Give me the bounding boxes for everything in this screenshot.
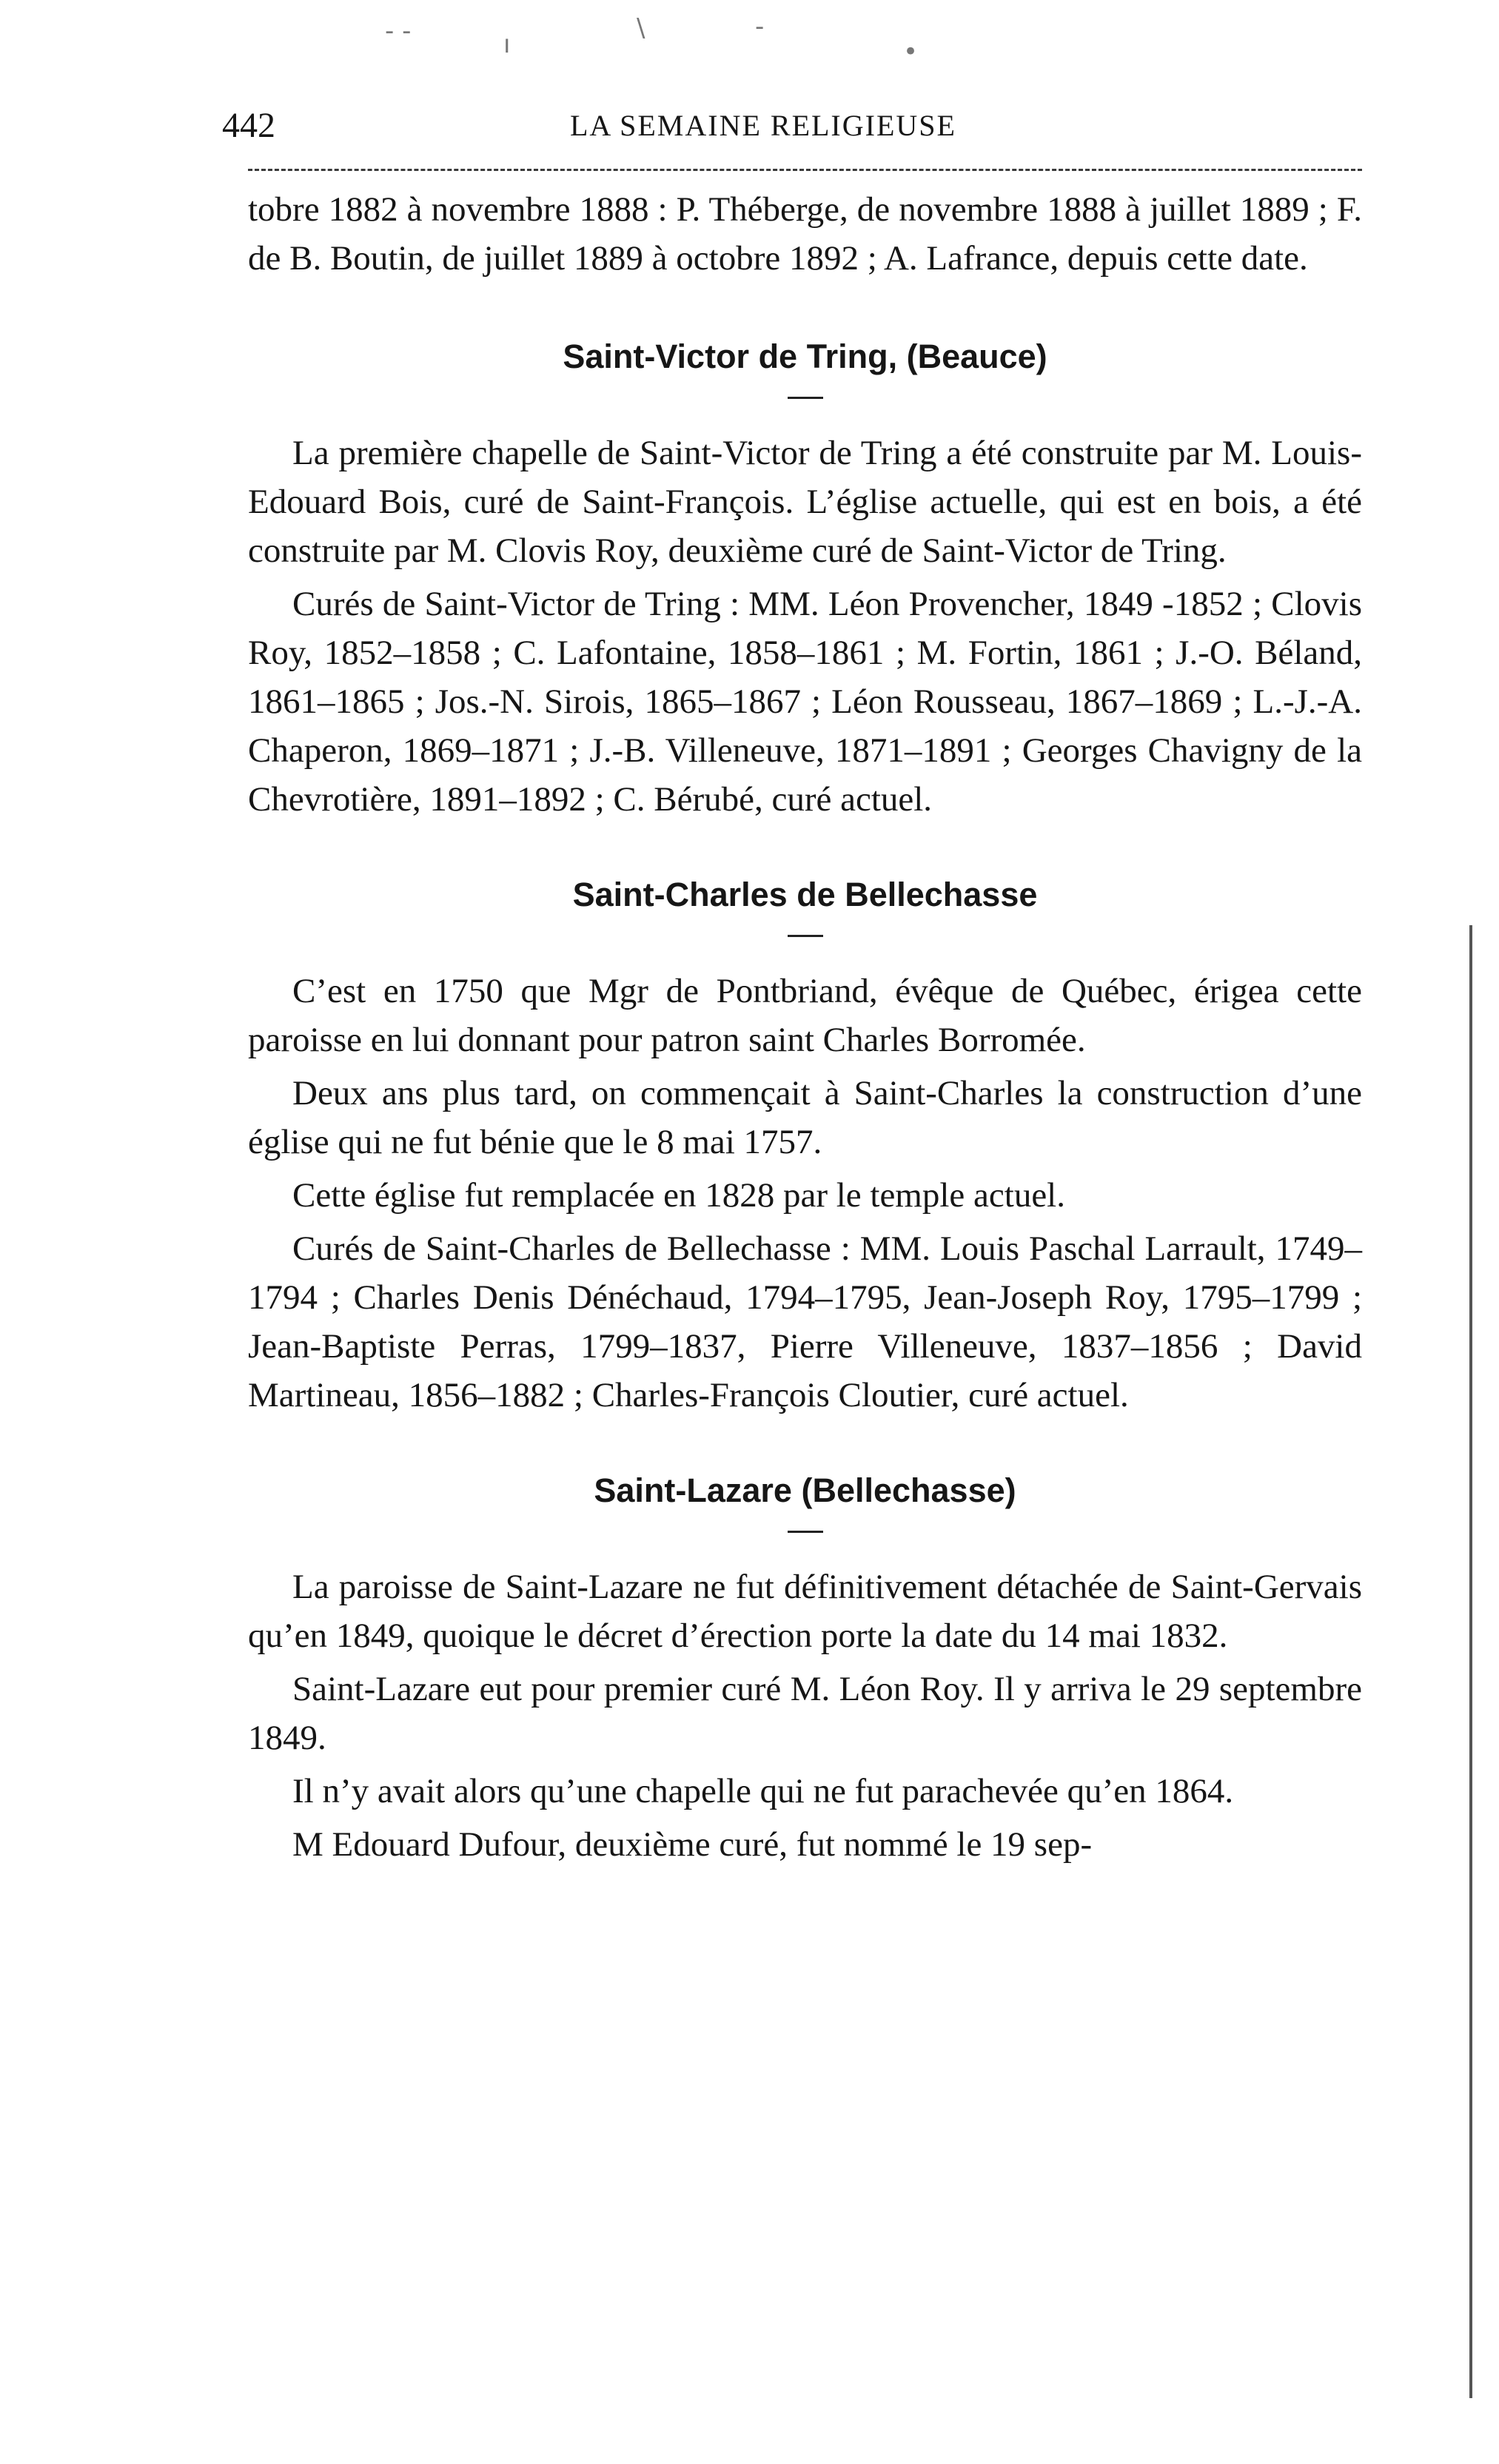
paragraph: Curés de Saint-Charles de Bellechasse : MM. Louis Paschal Larrault, 1749–1794 ; Charles Denis Dénéchaud, 1794–1795, Jean-Joseph Roy, 1795–1799 ; Jean-Baptiste Perras, 1799–1837, Pierre Villeneuve, 1837–1856 ; David Martineau, 1856–1882 ; Charles-François Cloutier, curé actuel.	[248, 1229, 1362, 1414]
paragraph: C’est en 1750 que Mgr de Pontbriand, évêque de Québec, érigea cette paroisse en lui donnant pour patron saint Charles Borromée.	[248, 972, 1362, 1059]
paragraph: Saint-Lazare eut pour premier curé M. Léon Roy. Il y arriva le 29 septembre 1849.	[248, 1670, 1362, 1757]
page-edge-line	[1469, 925, 1472, 2398]
continued-paragraph: tobre 1882 à novembre 1888 : P. Théberge, de novembre 1888 à juillet 1889 ; F. de B. Boutin, de juillet 1889 à octobre 1892 ; A. Lafrance, depuis cette date.	[248, 190, 1362, 278]
paragraph: La paroisse de Saint-Lazare ne fut définitivement détachée de Saint-Gervais qu’en 1849, quoique le décret d’érection porte la date du 14 mai 1832.	[248, 1568, 1362, 1655]
section-rule	[788, 1531, 823, 1533]
page-content	[248, 185, 1362, 1873]
paragraph: Deux ans plus tard, on commençait à Saint-Charles la construction d’une église qui ne fut bénie que le 8 mai 1757.	[248, 1074, 1362, 1161]
scan-artifact-marks: - - ı \ - •	[385, 12, 919, 67]
running-title: LA SEMAINE RELIGIEUSE	[570, 109, 956, 142]
paragraph: La première chapelle de Saint-Victor de Tring a été construite par M. Louis-Edouard Bois, curé de Saint-François. L’église actuelle, qui est en bois, a été construite par M. Clovis Roy, deuxième curé de Saint-Victor de Tring.	[248, 434, 1362, 570]
section-heading: Saint-Victor de Tring, (Beauce)	[563, 338, 1047, 375]
section-rule	[788, 397, 823, 399]
paragraph: Il n’y avait alors qu’une chapelle qui ne fut parachevée qu’en 1864.	[292, 1772, 1234, 1810]
header-rule	[248, 169, 1362, 171]
section-saint-victor-de-tring	[248, 335, 1362, 824]
section-saint-charles-de-bellechasse	[248, 873, 1362, 1420]
paragraph: Cette église fut remplacée en 1828 par le temple actuel.	[292, 1176, 1065, 1215]
section-rule	[788, 935, 823, 937]
paragraph: M Edouard Dufour, deuxième curé, fut nommé le 19 sep-	[292, 1825, 1093, 1864]
paragraph: Curés de Saint-Victor de Tring : MM. Léon Provencher, 1849 -1852 ; Clovis Roy, 1852–1858 ; C. Lafontaine, 1858–1861 ; M. Fortin, 1861 ; J.-O. Béland, 1861–1865 ; Jos.-N. Sirois, 1865–1867 ; Léon Rousseau, 1867–1869 ; L.-J.-A. Chaperon, 1869–1871 ; J.-B. Villeneuve, 1871–1891 ; Georges Chavigny de la Chevrotière, 1891–1892 ; C. Bérubé, curé actuel.	[248, 585, 1362, 819]
section-heading: Saint-Lazare (Bellechasse)	[594, 1471, 1016, 1509]
section-saint-lazare	[248, 1468, 1362, 1869]
page-number: 442	[222, 106, 275, 145]
section-heading: Saint-Charles de Bellechasse	[572, 876, 1038, 913]
page-header	[222, 104, 1362, 148]
